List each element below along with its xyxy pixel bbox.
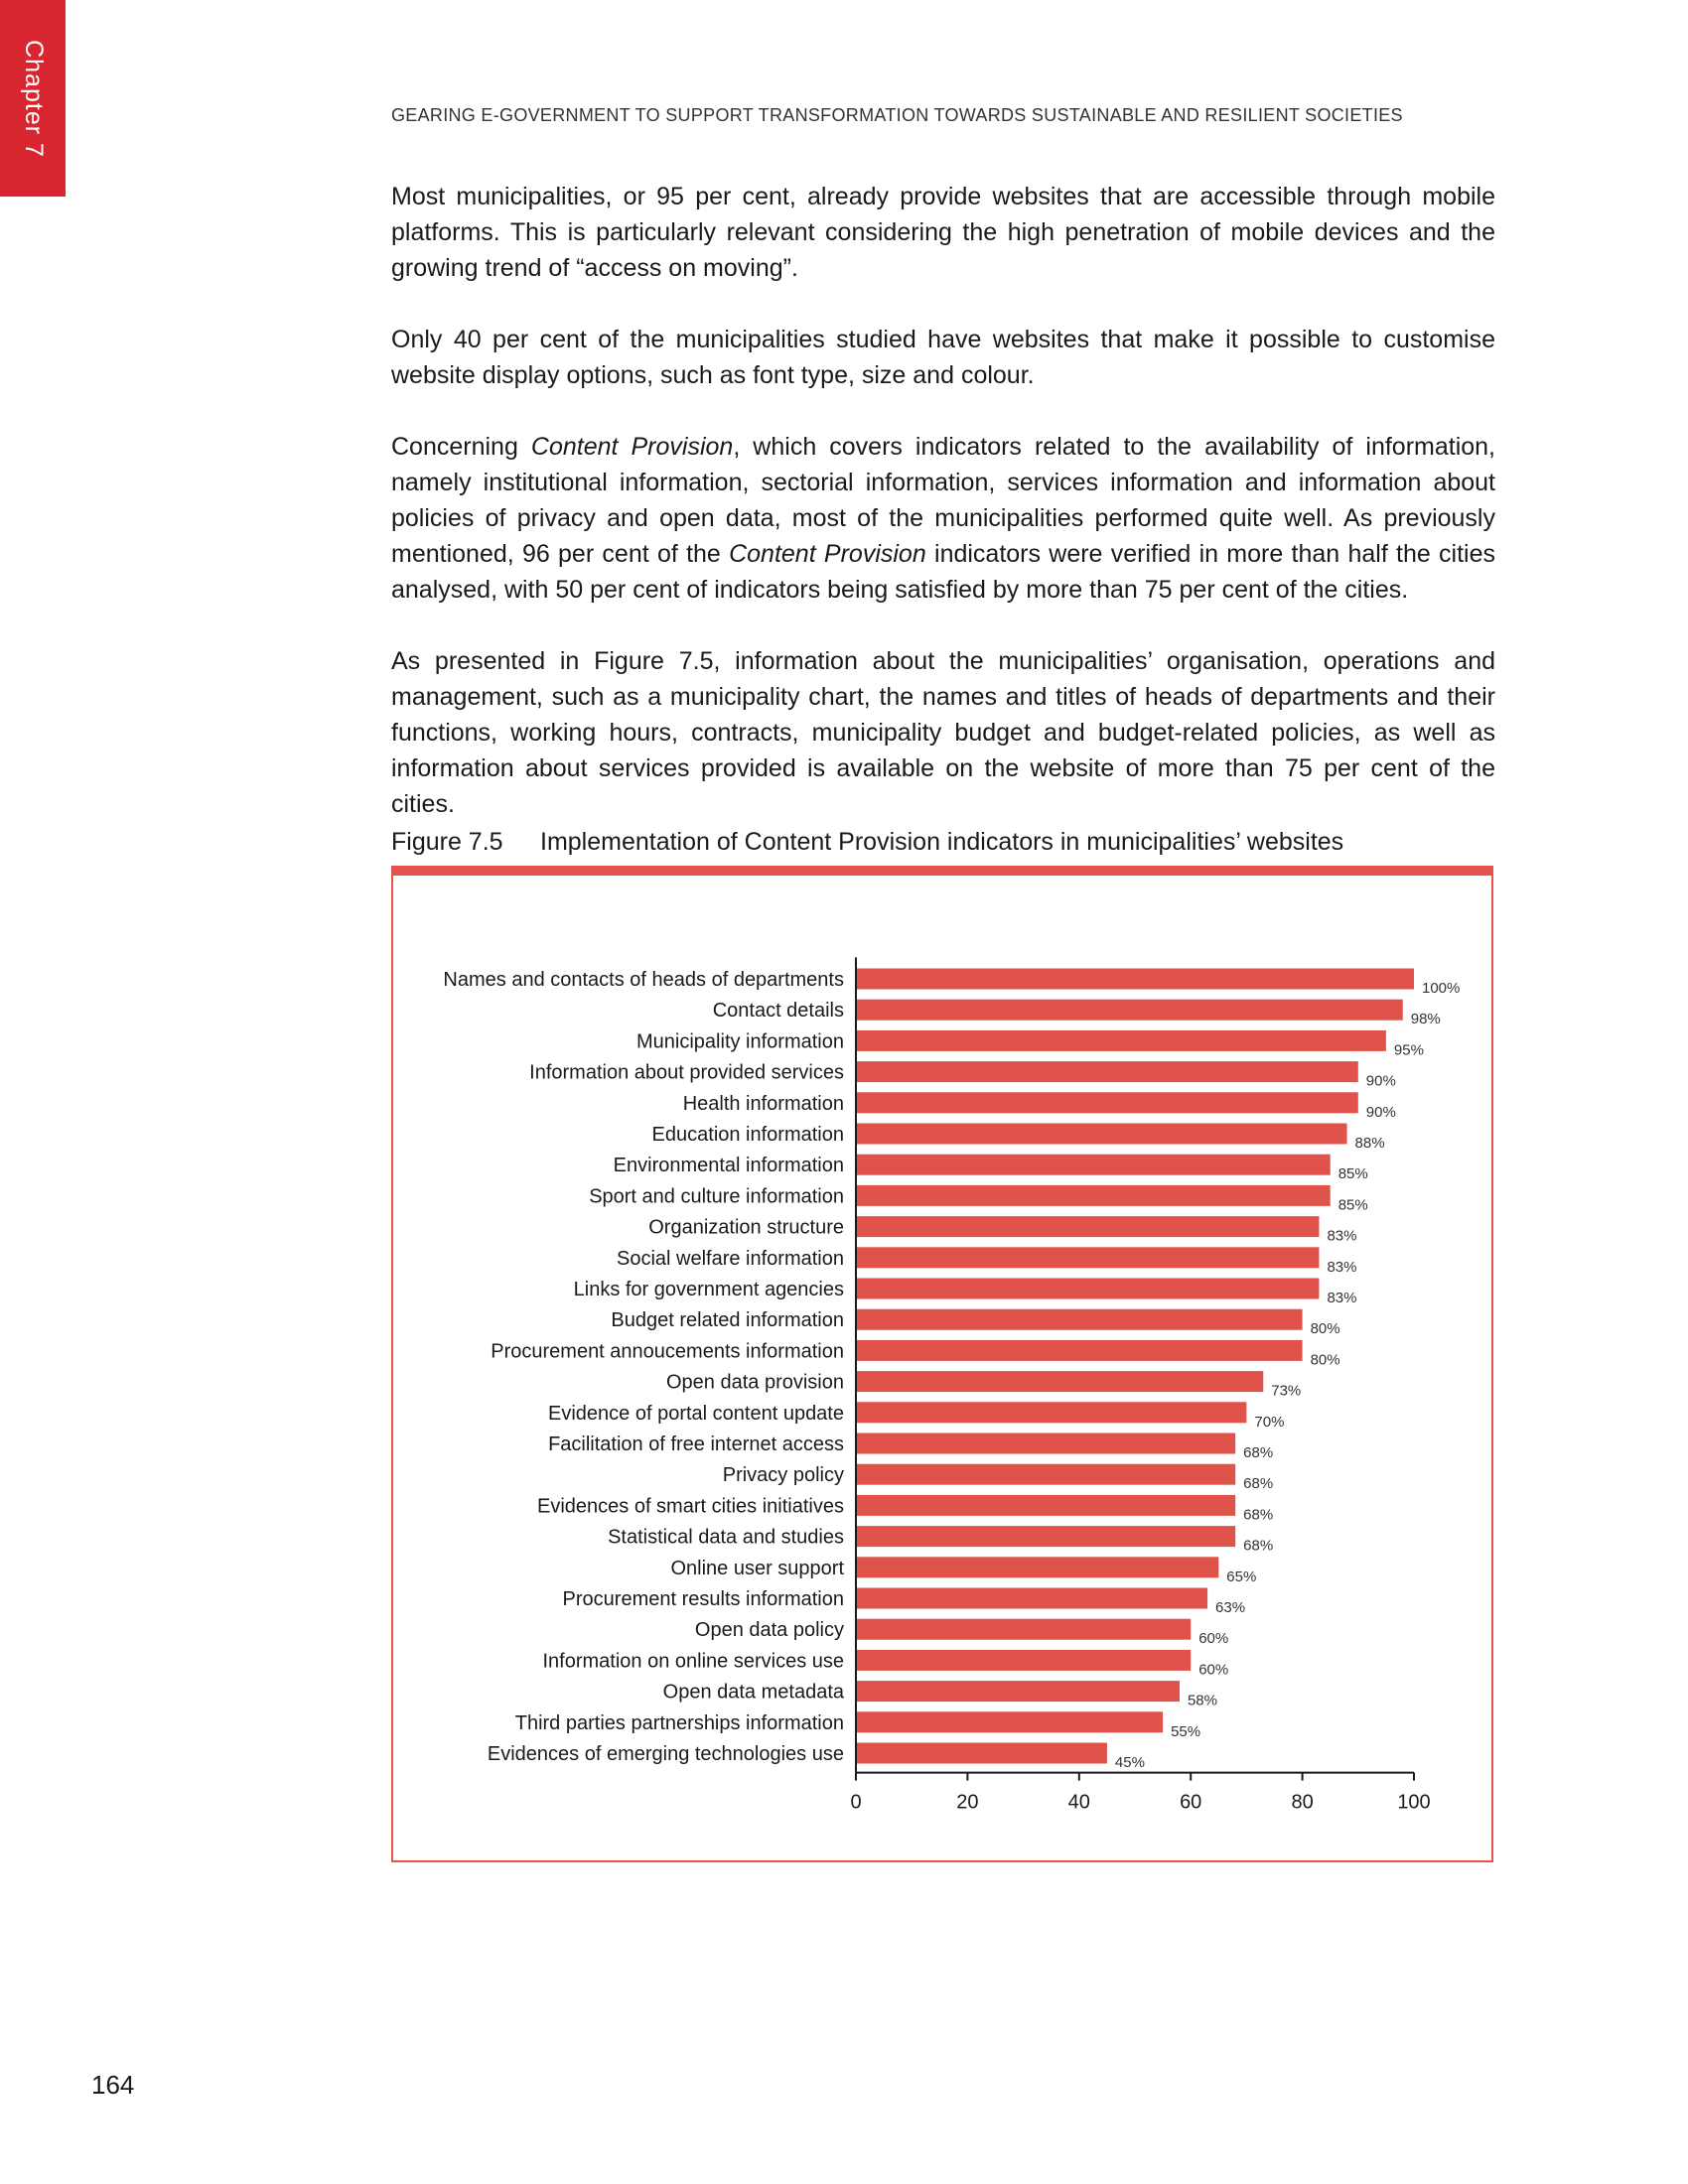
value-label-15: 68% [1243, 1444, 1274, 1461]
category-label-21: Open data policy [694, 1619, 844, 1642]
category-label-1: Contact details [712, 1000, 844, 1023]
body-text [391, 179, 1495, 858]
value-label-2: 95% [1393, 1041, 1424, 1059]
category-label-10: Links for government agencies [573, 1279, 844, 1300]
value-label-17: 68% [1243, 1506, 1274, 1524]
category-label-9: Social welfare information [617, 1247, 844, 1270]
figure-number: Figure 7.5 [391, 828, 503, 856]
bar-2 [856, 1030, 1386, 1051]
paragraph-3 [391, 429, 1495, 608]
bar-8 [856, 1216, 1319, 1237]
value-label-3: 90% [1365, 1072, 1396, 1090]
value-label-25: 45% [1114, 1754, 1145, 1771]
category-label-6: Environmental information [613, 1155, 844, 1177]
paragraph-3-part-e: indicators were verified in more than half the cities analysed, with 50 per cent of indicators being satisfied by more than 75 per cent of the cities. [391, 540, 1496, 604]
category-label-23: Open data metadata [662, 1681, 844, 1704]
x-tick-label-1: 20 [956, 1791, 979, 1814]
bar-21 [856, 1619, 1191, 1640]
value-label-19: 65% [1226, 1568, 1257, 1585]
bar-10 [856, 1279, 1319, 1299]
x-tick-label-2: 40 [1067, 1791, 1090, 1814]
running-head: GEARING E-GOVERNMENT TO SUPPORT TRANSFORMATION TOWARDS SUSTAINABLE AND RESILIENT SOCIETIES [391, 105, 1403, 125]
bar-24 [856, 1711, 1163, 1732]
bar-13 [856, 1371, 1263, 1392]
value-label-18: 68% [1243, 1537, 1274, 1555]
bar-23 [856, 1681, 1180, 1702]
value-label-20: 63% [1215, 1599, 1246, 1616]
category-label-2: Municipality information [636, 1030, 844, 1053]
value-label-9: 83% [1327, 1258, 1357, 1276]
x-tick-label-3: 60 [1180, 1791, 1202, 1814]
value-label-1: 98% [1410, 1011, 1441, 1028]
value-label-6: 85% [1337, 1165, 1368, 1183]
bar-18 [856, 1526, 1235, 1547]
category-label-19: Online user support [670, 1557, 844, 1579]
value-label-10: 83% [1327, 1290, 1357, 1306]
figure-caption [391, 828, 1343, 857]
value-label-8: 83% [1327, 1227, 1357, 1245]
value-label-13: 73% [1271, 1382, 1302, 1400]
bar-chart [393, 876, 1491, 1860]
bar-17 [856, 1495, 1235, 1516]
x-tick-label-5: 100 [1397, 1791, 1431, 1814]
category-label-7: Sport and culture information [589, 1185, 844, 1208]
category-label-13: Open data provision [665, 1371, 844, 1394]
figure-title: Implementation of Content Provision indicators in municipalities’ websites [540, 828, 1344, 856]
value-label-21: 60% [1198, 1630, 1229, 1648]
value-label-12: 80% [1310, 1351, 1340, 1369]
chapter-tab [0, 0, 66, 197]
paragraph-2: Only 40 per cent of the municipalities studied have websites that make it possible to customise website display options, such as font type, size and colour. [391, 326, 1495, 389]
bar-22 [856, 1650, 1191, 1671]
category-label-4: Health information [682, 1092, 844, 1115]
paragraph-4: As presented in Figure 7.5, information about the municipalities’ organisation, operations and management, such as a municipality chart, the names and titles of heads of departments and their functions, working hours, contracts, municipality budget and budget-related policies, as well as information about services provided is available on the website of more than 75 per cent of the cities. [391, 647, 1495, 818]
bar-0 [856, 969, 1414, 990]
category-label-8: Organization structure [648, 1216, 844, 1239]
bar-25 [856, 1743, 1107, 1764]
paragraph-3-emphasis-1: Content Provision [530, 433, 734, 461]
category-label-17: Evidences of smart cities initiatives [536, 1495, 844, 1518]
category-label-0: Names and contacts of heads of departments [443, 969, 844, 991]
bar-3 [856, 1061, 1358, 1082]
value-label-11: 80% [1310, 1320, 1340, 1338]
category-label-16: Privacy policy [722, 1464, 844, 1487]
value-label-5: 88% [1354, 1135, 1385, 1152]
value-label-22: 60% [1198, 1661, 1229, 1679]
value-label-24: 55% [1171, 1722, 1201, 1740]
category-label-12: Procurement annoucements information [491, 1340, 844, 1363]
figure-frame [391, 866, 1493, 1862]
bar-5 [856, 1124, 1347, 1145]
paragraph-3-emphasis-2: Content Provision [729, 540, 926, 568]
bar-7 [856, 1185, 1331, 1206]
bar-1 [856, 1000, 1403, 1021]
category-label-25: Evidences of emerging technologies use [487, 1743, 844, 1765]
value-label-4: 90% [1365, 1103, 1396, 1121]
bar-20 [856, 1588, 1207, 1609]
bar-19 [856, 1557, 1218, 1577]
paragraph-1: Most municipalities, or 95 per cent, already provide websites that are accessible through mobile platforms. This is particularly relevant considering the high penetration of mobile devices and the growing trend of “access on moving”. [391, 183, 1495, 282]
bar-11 [856, 1309, 1303, 1330]
value-label-16: 68% [1243, 1475, 1274, 1493]
bar-16 [856, 1464, 1235, 1485]
x-tick-label-0: 0 [850, 1791, 862, 1814]
category-label-3: Information about provided services [529, 1061, 844, 1084]
category-label-5: Education information [651, 1124, 844, 1146]
x-tick-label-4: 80 [1291, 1791, 1314, 1814]
value-label-23: 58% [1187, 1692, 1217, 1709]
chapter-tab-label: Chapter 7 [19, 39, 48, 158]
bar-6 [856, 1155, 1331, 1175]
page-number: 164 [91, 2070, 135, 2100]
paragraph-3-part-a: Concerning [391, 433, 531, 461]
bar-4 [856, 1092, 1358, 1113]
category-label-22: Information on online services use [542, 1650, 844, 1673]
bar-15 [856, 1433, 1235, 1454]
paragraph-3-part-c: , which covers indicators related to the availability of information, namely institutional information, sectorial information, services information and information about policies of privacy and open data, most of the municipalities performed quite well. As previously mentioned, 96 per cent of the [391, 433, 1496, 568]
category-label-15: Facilitation of free internet access [548, 1433, 844, 1455]
category-label-14: Evidence of portal content update [548, 1402, 844, 1425]
bar-9 [856, 1247, 1319, 1268]
category-label-24: Third parties partnerships information [514, 1711, 844, 1734]
category-label-18: Statistical data and studies [608, 1526, 844, 1549]
value-label-14: 70% [1254, 1413, 1285, 1431]
category-label-20: Procurement results information [562, 1588, 844, 1610]
category-label-11: Budget related information [611, 1309, 844, 1332]
bar-14 [856, 1402, 1246, 1423]
value-label-0: 100% [1422, 980, 1461, 997]
value-label-7: 85% [1337, 1196, 1368, 1214]
bar-12 [856, 1340, 1303, 1361]
